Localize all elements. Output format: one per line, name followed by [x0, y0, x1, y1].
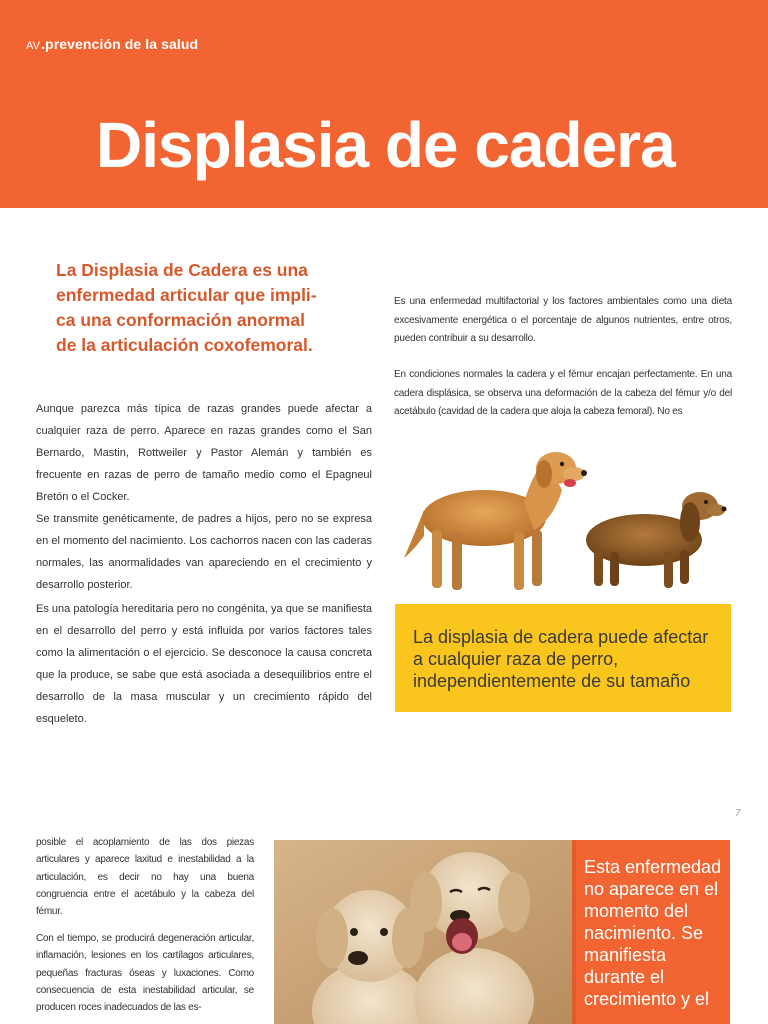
- golden-retriever-figure: [404, 452, 587, 590]
- callout-text: La displasia de cadera puede afectar a cualquier raza de perro, independientemente de su tamaño: [413, 627, 709, 691]
- body-paragraph: Se transmite genéticamente, de padres a hijos, pero no se expresa en el momento del nacimiento. Los cachorros nacen con las caderas normales, las anormalidades van apareciendo en el crecimiento y desarrollo posterior.: [36, 513, 372, 591]
- body-paragraph: En condiciones normales la cadera y el fémur encajan perfectamente. En una cadera displásica, se observa una deformación de la cabeza del fémur y/o del acetábulo (cavidad de la cadera que aloja la cabeza femoral). No es: [394, 369, 732, 417]
- lead-line: de la articulación coxofemoral.: [56, 335, 313, 355]
- body-paragraph: Es una enfermedad multifactorial y los factores ambientales como una dieta excesivamente energética o el porcentaje de algunos nutrientes, entre otros, pueden contribuir a su desarrollo.: [394, 296, 732, 344]
- section-tag: [26, 36, 198, 52]
- dogs-photo: [394, 440, 734, 600]
- callout-box: [395, 604, 731, 712]
- body-paragraph: Aunque parezca más típica de razas grandes puede afectar a cualquier raza de perro. Aparece en razas grandes como el San Bernardo, Mastin, Rottweiler y Pastor Alemán y también es frecuente en razas de perro de tamaño medio como el Epagneul Bretón o el Cocker.: [36, 403, 372, 503]
- page-title: Displasia de cadera: [96, 109, 675, 181]
- header-banner: [0, 0, 768, 208]
- lead-paragraph: [56, 258, 354, 358]
- lead-line: enfermedad articular que impli-: [56, 285, 317, 305]
- body-paragraph: posible el acoplamiento de las dos piezas articulares y aparece laxitud e inestabilidad a la articulación, es decir no hay una buena congruencia entre el acetábulo y la cabeza del fémur.: [36, 837, 254, 918]
- body-paragraph: Con el tiempo, se producirá degeneración articular, inflamación, lesiones en los cartílagos articulares, pequeñas fracturas óseas y luxaciones. Como consecuencia de esta inestabilidad articular, se producen roces inadecuados de las es-: [36, 933, 254, 1014]
- highlight-text: Esta enfermedad no aparece en el momento del nacimiento. Se manifiesta durante el crecimiento y el: [584, 857, 722, 1009]
- body-paragraph: Es una patología hereditaria pero no congénita, ya que se manifiesta en el desarrollo del perro y está influida por varios factores tales como la alimentación o el ejercicio. Se desconoce la causa concreta que la produce, se sabe que está asociada a desequilibrios entre el desarrollo de la masa muscular y un crecimiento rápido del esqueleto.: [36, 603, 372, 725]
- cocker-spaniel-figure: [586, 492, 727, 588]
- page-number: 7: [735, 808, 741, 819]
- magazine-logo: AV: [26, 40, 41, 52]
- section-name: .prevención de la salud: [41, 36, 199, 52]
- lead-line: ca una conformación anormal: [56, 310, 305, 330]
- lead-line: La Displasia de Cadera es una: [56, 260, 308, 280]
- puppies-photo: [274, 840, 572, 1024]
- highlight-box: [572, 840, 730, 1024]
